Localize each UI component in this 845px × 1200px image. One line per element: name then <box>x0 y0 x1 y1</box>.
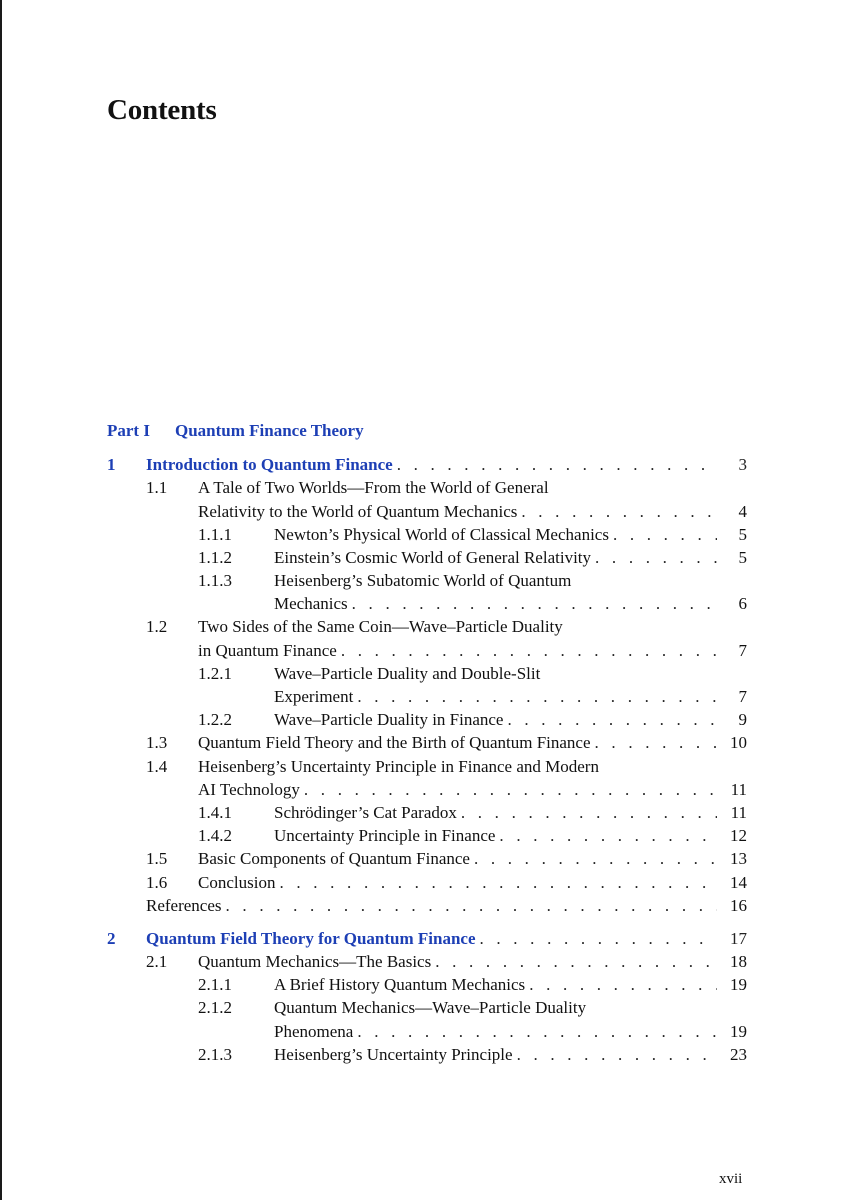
entry-title: Einstein’s Cosmic World of General Relativity <box>274 547 592 567</box>
entry-number: 1.2 <box>146 617 168 637</box>
toc-entry-1-3[interactable] <box>107 731 747 754</box>
entry-number: 1.4.1 <box>198 802 232 822</box>
page-ref: 7 <box>738 687 747 707</box>
entry-title: Phenomena <box>274 1021 354 1041</box>
chapter-number: 1 <box>107 455 116 475</box>
page-ref: 9 <box>738 710 747 730</box>
page-ref: 5 <box>738 524 747 544</box>
entry-number: 1.2.1 <box>198 663 232 683</box>
toc-entry-2-1-2[interactable] <box>107 997 747 1020</box>
entry-title: References <box>146 895 222 915</box>
entry-title-line1: Quantum Mechanics—Wave–Particle Duality <box>274 998 587 1018</box>
dot-leader <box>300 778 717 801</box>
toc-chapter-2[interactable] <box>107 927 747 950</box>
toc-entry-1-1-3[interactable] <box>107 569 747 592</box>
toc-entry-1-2-1[interactable] <box>107 662 747 685</box>
dot-leader <box>517 500 717 523</box>
page-ref: 12 <box>730 826 747 846</box>
entry-title-line1: Heisenberg’s Subatomic World of Quantum <box>274 571 572 591</box>
toc-entry-1-2[interactable] <box>107 616 747 639</box>
entry-title: Schrödinger’s Cat Paradox <box>274 802 457 822</box>
page-ref: 7 <box>738 640 747 660</box>
toc-entry-1-1-3-cont[interactable] <box>107 592 747 615</box>
entry-number: 1.4.2 <box>198 826 232 846</box>
page-ref: 14 <box>730 872 747 892</box>
page-ref: 23 <box>730 1044 747 1064</box>
entry-title: in Quantum Finance <box>198 640 337 660</box>
entry-number: 1.6 <box>146 872 168 892</box>
toc-entry-1-6[interactable] <box>107 871 747 894</box>
entry-number: 1.1 <box>146 478 168 498</box>
entry-title-line1: Two Sides of the Same Coin—Wave–Particle Duality <box>198 617 563 637</box>
toc-entry-1-4-1[interactable] <box>107 801 747 824</box>
page-ref: 19 <box>730 975 747 995</box>
entry-title-line1: Wave–Particle Duality and Double-Slit <box>274 663 541 683</box>
dot-leader <box>475 927 717 950</box>
dot-leader <box>275 871 717 894</box>
toc-entry-1-5[interactable] <box>107 847 747 870</box>
dot-leader <box>470 847 717 870</box>
toc-entry-1-2-2[interactable] <box>107 708 747 731</box>
toc-entry-1-4[interactable] <box>107 755 747 778</box>
toc-entry-1-1[interactable] <box>107 476 747 499</box>
entry-title: A Brief History Quantum Mechanics <box>274 975 526 995</box>
page-ref: 4 <box>738 501 747 521</box>
page-ref: 18 <box>730 952 747 972</box>
part-label: Part I <box>107 421 150 440</box>
chapter-title: Quantum Field Theory for Quantum Finance <box>146 928 476 948</box>
toc-entry-2-1-3[interactable] <box>107 1043 747 1066</box>
page-ref: 13 <box>730 849 747 869</box>
page-ref: 16 <box>730 895 747 915</box>
page-ref: 5 <box>738 547 747 567</box>
toc-entry-1-1-1[interactable] <box>107 523 747 546</box>
dot-leader <box>591 546 717 569</box>
entry-title-line1: A Tale of Two Worlds—From the World of General <box>198 478 549 498</box>
toc-entry-1-4-cont[interactable] <box>107 778 747 801</box>
entry-number: 2.1.1 <box>198 975 232 995</box>
dot-leader <box>353 685 717 708</box>
page-ref: 3 <box>738 455 747 475</box>
page-ref: 17 <box>730 928 747 948</box>
entry-title: Heisenberg’s Uncertainty Principle <box>274 1044 513 1064</box>
entry-title: Basic Components of Quantum Finance <box>198 849 470 869</box>
entry-title: Newton’s Physical World of Classical Mechanics <box>274 524 609 544</box>
toc-chapter-1[interactable] <box>107 453 747 476</box>
page-ref: 11 <box>730 802 747 822</box>
chapter-title: Introduction to Quantum Finance <box>146 455 393 475</box>
entry-number: 2.1.2 <box>198 998 232 1018</box>
part-heading[interactable] <box>107 419 747 442</box>
dot-leader <box>525 973 717 996</box>
dot-leader <box>431 950 717 973</box>
entry-title: Quantum Mechanics—The Basics <box>198 952 432 972</box>
toc-references-1[interactable] <box>107 894 747 917</box>
entry-title: Mechanics <box>274 594 348 614</box>
entry-number: 1.3 <box>146 733 168 753</box>
entry-number: 1.5 <box>146 849 168 869</box>
entry-number: 1.2.2 <box>198 710 232 730</box>
dot-leader <box>353 1020 717 1043</box>
toc-entry-2-1-1[interactable] <box>107 973 747 996</box>
dot-leader <box>393 453 717 476</box>
toc-entry-2-1[interactable] <box>107 950 747 973</box>
dot-leader <box>609 523 717 546</box>
toc-entry-1-2-cont[interactable] <box>107 639 747 662</box>
page-ref: 11 <box>730 779 747 799</box>
entry-title: Conclusion <box>198 872 276 892</box>
entry-title: Uncertainty Principle in Finance <box>274 826 496 846</box>
entry-title: AI Technology <box>198 779 300 799</box>
entry-number: 1.4 <box>146 756 168 776</box>
toc-entry-1-4-2[interactable] <box>107 824 747 847</box>
entry-title: Wave–Particle Duality in Finance <box>274 710 504 730</box>
entry-number: 2.1.3 <box>198 1044 232 1064</box>
page-number: xvii <box>719 1171 743 1187</box>
entry-title: Experiment <box>274 687 354 707</box>
entry-number: 1.1.1 <box>198 524 232 544</box>
page-ref: 19 <box>730 1021 747 1041</box>
page-left-edge <box>0 0 2 1200</box>
toc-entry-1-2-1-cont[interactable] <box>107 685 747 708</box>
dot-leader <box>337 639 717 662</box>
entry-number: 2.1 <box>146 952 168 972</box>
entry-title-line1: Heisenberg’s Uncertainty Principle in Finance and Modern <box>198 756 599 776</box>
page-ref: 10 <box>730 733 747 753</box>
page-ref: 6 <box>738 594 747 614</box>
entry-number: 1.1.3 <box>198 571 232 591</box>
entry-title: Relativity to the World of Quantum Mechanics <box>198 501 518 521</box>
dot-leader <box>495 824 717 847</box>
dot-leader <box>348 592 717 615</box>
dot-leader <box>503 708 717 731</box>
toc-entry-2-1-2-cont[interactable] <box>107 1020 747 1043</box>
dot-leader <box>457 801 717 824</box>
toc-entry-1-1-2[interactable] <box>107 546 747 569</box>
page-title: Contents <box>107 94 217 126</box>
toc-entry-1-1-cont[interactable] <box>107 500 747 523</box>
dot-leader <box>591 731 717 754</box>
dot-leader <box>222 894 717 917</box>
chapter-number: 2 <box>107 928 116 948</box>
entry-number: 1.1.2 <box>198 547 232 567</box>
part-title: Quantum Finance Theory <box>175 421 364 440</box>
entry-title: Quantum Field Theory and the Birth of Quantum Finance <box>198 733 591 753</box>
table-of-contents <box>107 419 747 1066</box>
dot-leader <box>513 1043 717 1066</box>
